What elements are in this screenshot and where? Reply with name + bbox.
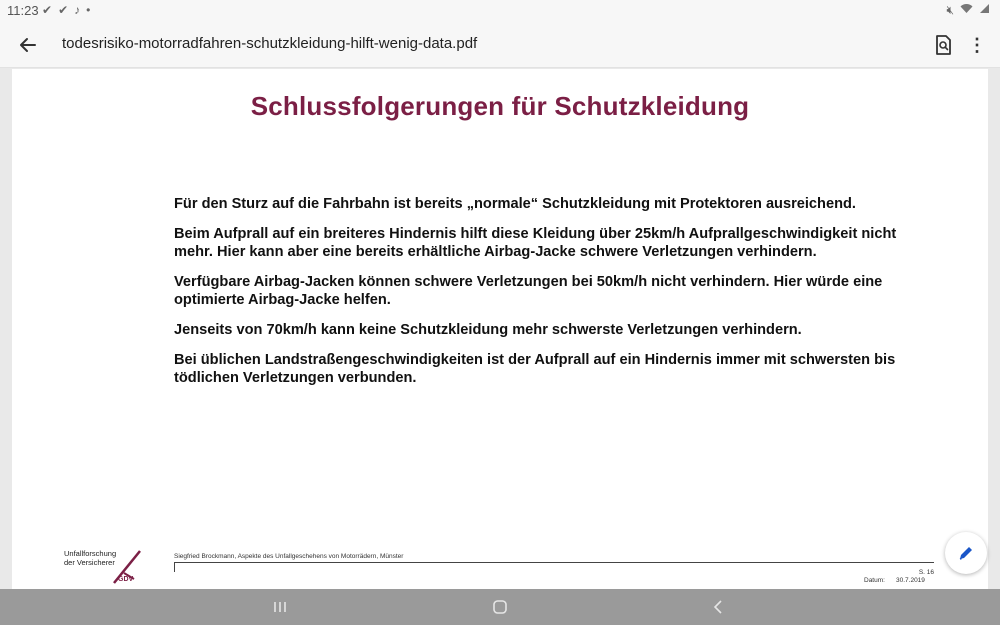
page-number: S. 16 [918,569,934,576]
tiktok-icon: ♪ [74,3,81,17]
date-value: 30.7.2019 [896,577,925,584]
list-item: Beim Aufprall auf ein breiteres Hindernis hilft diese Kleidung über 25km/h Aufprallgeschwindigkeit nicht mehr. Hier kann aber eine bereits erhältliche Airbag-Jacke schwere Verletzungen verhindern. [174,226,897,260]
home-button[interactable] [485,595,515,619]
gdv-logo [64,549,154,585]
recent-apps-icon [273,601,287,613]
footer-author: Siegfried Brockmann, Aspekte des Unfallgeschehens von Motorrädern, Münster [174,553,404,560]
date-label: Datum: [864,577,885,584]
search-document-icon [934,35,952,55]
logo-brand: GDV [118,576,134,583]
footer-rule [174,562,934,572]
pdf-page [12,69,988,589]
chevron-left-icon [713,600,723,614]
slide-title: Schlussfolgerungen für Schutzkleidung [250,91,750,121]
more-options-button[interactable] [964,32,990,58]
pencil-icon [957,544,975,562]
mute-icon: 🔇︎ [946,3,954,17]
system-nav-bar [0,589,1000,625]
edit-button[interactable] [945,532,987,574]
file-name: todesrisiko-motorradfahren-schutzkleidung-hilft-wenig-data.pdf [62,35,478,52]
logo-text: Unfallforschung der Versicherer [64,549,117,567]
recent-apps-button[interactable] [265,595,295,619]
search-in-document-button[interactable] [930,32,956,58]
status-time: 11:23 [7,3,39,18]
check-icon: ✔ [58,3,69,17]
dot-icon: • [86,3,91,17]
back-nav-button[interactable] [703,595,733,619]
system-icons [946,3,990,18]
check-icon: ✔ [42,3,53,17]
status-bar [0,0,1000,22]
list-item: Verfügbare Airbag-Jacken können schwere Verletzungen bei 50km/h nicht verhindern. Hier würde eine optimierte Airbag-Jacke helfen. [174,274,883,308]
signal-icon [979,3,990,18]
conclusions-list [174,195,914,399]
list-item: Jenseits von 70km/h kann keine Schutzkleidung mehr schwerste Verletzungen verhindern. [174,322,802,338]
wifi-icon [960,3,973,18]
arrow-left-icon [19,36,37,54]
home-icon [493,600,507,614]
more-vertical-icon: ⋮ [968,34,986,55]
notification-icons [42,3,90,17]
back-button[interactable] [14,31,42,59]
app-bar [0,22,1000,68]
list-item: Bei üblichen Landstraßengeschwindigkeiten ist der Aufprall auf ein Hindernis immer mit schwersten bis tödlichen Verletzungen verbunden. [174,352,896,386]
list-item: Für den Sturz auf die Fahrbahn ist bereits „normale“ Schutzkleidung mit Protektoren ausreichend. [174,196,856,212]
